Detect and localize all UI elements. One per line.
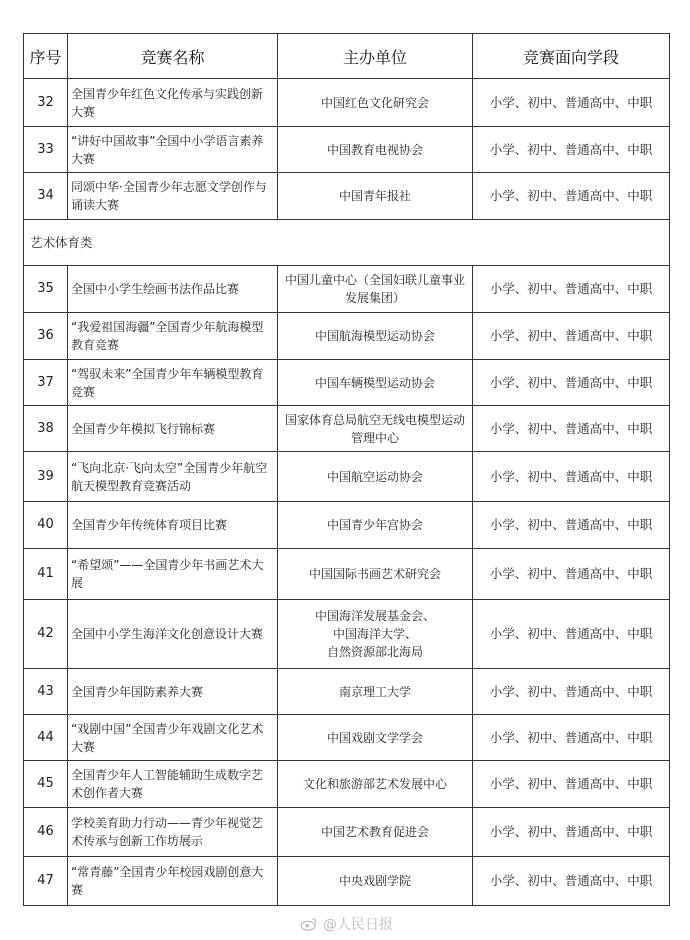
table-row [24,857,670,906]
table-row [24,808,670,857]
table-row [24,669,670,715]
table-row [24,715,670,761]
school-level: 小学、初中、普通高中、中职 [473,857,670,906]
header-org: 主办单位 [278,34,473,79]
organizer: 中央戏剧学院 [278,857,473,906]
competition-name: “驾驭未来”全国青少年车辆模型教育竞赛 [68,360,278,406]
table-row [24,406,670,452]
table-row [24,452,670,502]
school-level: 小学、初中、普通高中、中职 [473,452,670,502]
table-row [24,266,670,313]
table-row [24,127,670,173]
row-number: 41 [24,549,68,600]
row-number: 46 [24,808,68,857]
organizer: 中国儿童中心（全国妇联儿童事业发展集团） [278,266,473,313]
row-number: 36 [24,313,68,360]
competition-name: “飞向北京·飞向太空”全国青少年航空航天模型教育竞赛活动 [68,452,278,502]
row-number: 40 [24,502,68,549]
organizer: 中国青少年宫协会 [278,502,473,549]
header-level: 竞赛面向学段 [473,34,670,79]
organizer: 中国航海模型运动协会 [278,313,473,360]
school-level: 小学、初中、普通高中、中职 [473,600,670,669]
watermark-text: @人民日报 [323,917,393,933]
competition-name: 全国中小学生海洋文化创意设计大赛 [68,600,278,669]
table-row [24,600,670,669]
weibo-logo-icon [300,917,318,931]
row-number: 37 [24,360,68,406]
school-level: 小学、初中、普通高中、中职 [473,127,670,173]
competition-name: 同颂中华·全国青少年志愿文学创作与诵读大赛 [68,173,278,220]
row-number: 39 [24,452,68,502]
watermark [300,914,393,934]
row-number: 33 [24,127,68,173]
competition-name: 全国青少年人工智能辅助生成数字艺术创作者大赛 [68,761,278,808]
row-number: 32 [24,79,68,127]
competition-name: “讲好中国故事”全国中小学语言素养大赛 [68,127,278,173]
competition-table [23,33,670,906]
competition-name: 学校美育助力行动——青少年视觉艺术传承与创新工作坊展示 [68,808,278,857]
table-header-row [24,34,670,79]
organizer: 中国青年报社 [278,173,473,220]
table-row [24,79,670,127]
row-number: 34 [24,173,68,220]
competition-name: “希望颂”——全国青少年书画艺术大展 [68,549,278,600]
competition-name: 全国中小学生绘画书法作品比赛 [68,266,278,313]
row-number: 45 [24,761,68,808]
organizer: 中国戏剧文学学会 [278,715,473,761]
organizer: 中国航空运动协会 [278,452,473,502]
school-level: 小学、初中、普通高中、中职 [473,669,670,715]
row-number: 47 [24,857,68,906]
school-level: 小学、初中、普通高中、中职 [473,808,670,857]
school-level: 小学、初中、普通高中、中职 [473,79,670,127]
organizer: 中国海洋发展基金会、 中国海洋大学、 自然资源部北海局 [278,600,473,669]
table-row [24,549,670,600]
organizer: 中国车辆模型运动协会 [278,360,473,406]
row-number: 38 [24,406,68,452]
school-level: 小学、初中、普通高中、中职 [473,502,670,549]
school-level: 小学、初中、普通高中、中职 [473,549,670,600]
organizer: 南京理工大学 [278,669,473,715]
category-row [24,220,670,266]
table-row [24,502,670,549]
header-name: 竞赛名称 [68,34,278,79]
competition-name: 全国青少年传统体育项目比赛 [68,502,278,549]
school-level: 小学、初中、普通高中、中职 [473,715,670,761]
table-row [24,360,670,406]
table-body-a [24,79,670,220]
header-no: 序号 [24,34,68,79]
school-level: 小学、初中、普通高中、中职 [473,313,670,360]
organizer: 国家体育总局航空无线电模型运动管理中心 [278,406,473,452]
school-level: 小学、初中、普通高中、中职 [473,360,670,406]
organizer: 中国国际书画艺术研究会 [278,549,473,600]
table-row [24,761,670,808]
row-number: 35 [24,266,68,313]
table-row [24,173,670,220]
organizer: 中国教育电视协会 [278,127,473,173]
competition-name: “常青藤”全国青少年校园戏剧创意大赛 [68,857,278,906]
row-number: 42 [24,600,68,669]
school-level: 小学、初中、普通高中、中职 [473,406,670,452]
organizer: 文化和旅游部艺术发展中心 [278,761,473,808]
category-label: 艺术体育类 [24,220,670,266]
school-level: 小学、初中、普通高中、中职 [473,761,670,808]
school-level: 小学、初中、普通高中、中职 [473,173,670,220]
competition-name: 全国青少年红色文化传承与实践创新大赛 [68,79,278,127]
row-number: 44 [24,715,68,761]
school-level: 小学、初中、普通高中、中职 [473,266,670,313]
competition-name: “我爱祖国海疆”全国青少年航海模型教育竞赛 [68,313,278,360]
competition-name: 全国青少年国防素养大赛 [68,669,278,715]
organizer: 中国艺术教育促进会 [278,808,473,857]
competition-name: 全国青少年模拟飞行锦标赛 [68,406,278,452]
competition-name: “戏剧中国”全国青少年戏剧文化艺术大赛 [68,715,278,761]
row-number: 43 [24,669,68,715]
table-row [24,313,670,360]
organizer: 中国红色文化研究会 [278,79,473,127]
table-body-b [24,266,670,906]
